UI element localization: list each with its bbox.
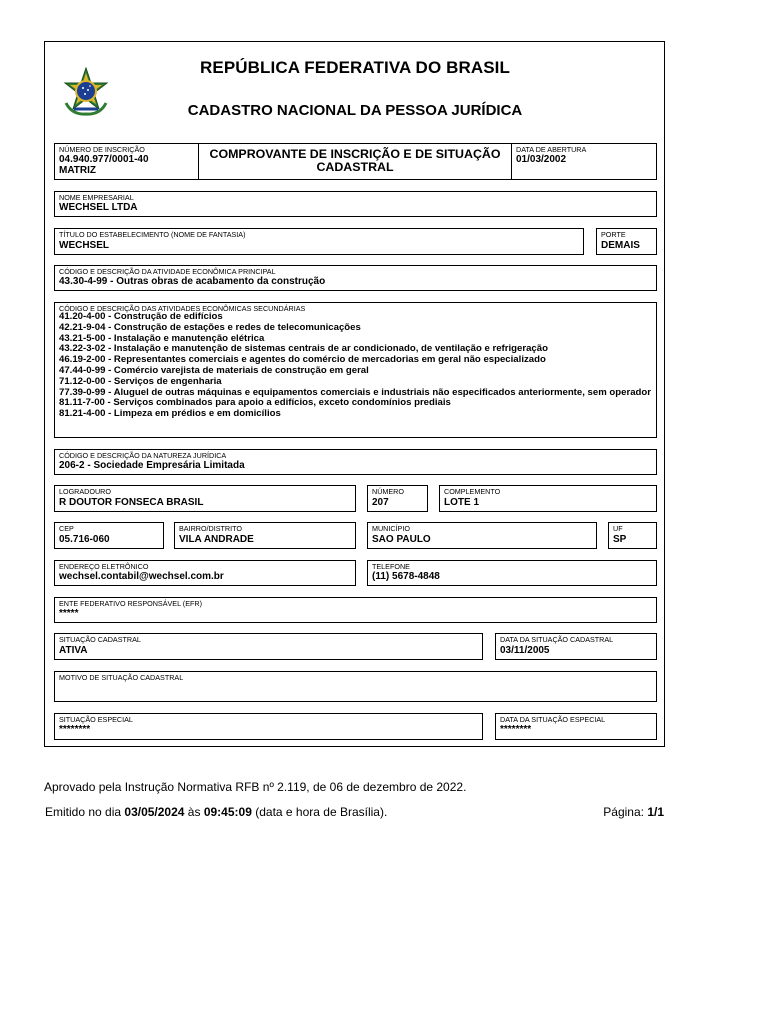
- header-title: REPÚBLICA FEDERATIVA DO BRASIL: [200, 58, 510, 77]
- data-situacao-value: 03/11/2005: [500, 645, 550, 656]
- list-item: 46.19-2-00 - Representantes comerciais e agentes do comércio de mercadorias em geral não especializado: [59, 354, 546, 366]
- porte-value: DEMAIS: [601, 240, 640, 251]
- nome-empresarial-box: [54, 191, 657, 217]
- bairro-box: [174, 522, 356, 549]
- bairro-value: VILA ANDRADE: [179, 534, 254, 545]
- emitted-prefix: Emitido no dia: [45, 805, 122, 819]
- email-label: ENDEREÇO ELETRÔNICO: [59, 562, 149, 571]
- cep-value: 05.716-060: [59, 534, 110, 545]
- telefone-box: [367, 560, 657, 586]
- atividades-secundarias-list: [59, 312, 652, 420]
- motivo-label: MOTIVO DE SITUAÇÃO CADASTRAL: [59, 673, 184, 682]
- situacao-label: SITUAÇÃO CADASTRAL: [59, 635, 141, 644]
- situacao-especial-box: [54, 713, 483, 740]
- logradouro-label: LOGRADOURO: [59, 487, 111, 496]
- complemento-value: LOTE 1: [444, 497, 480, 508]
- data-situacao-especial-label: DATA DA SITUAÇÃO ESPECIAL: [500, 715, 606, 724]
- data-situacao-especial-value: ********: [500, 724, 532, 735]
- telefone-label: TELEFONE: [372, 562, 410, 571]
- emitted-mid: às: [187, 805, 201, 819]
- porte-box: [596, 228, 657, 255]
- list-item: 43.21-5-00 - Instalação e manutenção elétrica: [59, 332, 265, 344]
- inscricao-number: 04.940.977/0001-40: [59, 154, 149, 165]
- fantasia-value: WECHSEL: [59, 240, 109, 251]
- list-item: 47.44-0-99 - Comércio varejista de materiais de construção em geral: [59, 364, 369, 376]
- municipio-value: SAO PAULO: [372, 534, 431, 545]
- header-subtitle: CADASTRO NACIONAL DA PESSOA JURÍDICA: [187, 102, 523, 119]
- data-situacao-box: [495, 633, 657, 660]
- abertura-box: [511, 143, 657, 180]
- atividade-principal-label: CÓDIGO E DESCRIÇÃO DA ATIVIDADE ECONÔMICA PRINCIPAL: [59, 267, 276, 276]
- cep-box: [54, 522, 164, 549]
- atividade-principal-box: [54, 265, 657, 291]
- fantasia-label: TÍTULO DO ESTABELECIMENTO (NOME DE FANTASIA): [59, 230, 246, 239]
- numero-value: 207: [372, 497, 389, 508]
- atividades-secundarias-box: [54, 302, 657, 438]
- situacao-box: [54, 633, 483, 660]
- emitted-text: [45, 805, 387, 819]
- atividades-secundarias-label: CÓDIGO E DESCRIÇÃO DAS ATIVIDADES ECONÔMICAS SECUNDÁRIAS: [59, 304, 306, 313]
- logradouro-value: R DOUTOR FONSECA BRASIL: [59, 497, 204, 508]
- situacao-especial-value: ********: [59, 724, 91, 735]
- page-label: Página:: [603, 805, 644, 819]
- situacao-value: ATIVA: [59, 645, 88, 656]
- uf-box: [608, 522, 657, 549]
- bairro-label: BAIRRO/DISTRITO: [179, 524, 242, 533]
- natureza-juridica-box: [54, 449, 657, 475]
- uf-value: SP: [613, 534, 627, 545]
- uf-label: UF: [613, 524, 623, 533]
- complemento-label: COMPLEMENTO: [444, 487, 501, 496]
- situacao-especial-label: SITUAÇÃO ESPECIAL: [59, 715, 133, 724]
- list-item: 42.21-9-04 - Construção de estações e redes de telecomunicações: [59, 321, 361, 333]
- list-item: 81.11-7-00 - Serviços combinados para apoio a edifícios, exceto condomínios prediais: [59, 397, 451, 409]
- numero-label: NÚMERO: [372, 487, 404, 496]
- inscricao-type: MATRIZ: [59, 165, 97, 176]
- natureza-juridica-value: 206-2 - Sociedade Empresária Limitada: [59, 460, 245, 471]
- data-situacao-especial-box: [495, 713, 657, 740]
- efr-value: *****: [59, 608, 79, 619]
- nome-empresarial-label: NOME EMPRESARIAL: [59, 193, 134, 202]
- list-item: 41.20-4-00 - Construção de edifícios: [59, 311, 223, 322]
- list-item: 77.39-0-99 - Aluguel de outras máquinas e equipamentos comerciais e industriais não especificados anteriormente, sem operador: [59, 386, 651, 398]
- natureza-juridica-label: CÓDIGO E DESCRIÇÃO DA NATUREZA JURÍDICA: [59, 451, 227, 460]
- coat-of-arms-icon: [60, 67, 112, 119]
- data-situacao-label: DATA DA SITUAÇÃO CADASTRAL: [500, 635, 614, 644]
- efr-box: [54, 597, 657, 623]
- cep-label: CEP: [59, 524, 74, 533]
- municipio-label: MUNICÍPIO: [372, 524, 410, 533]
- nome-empresarial-value: WECHSEL LTDA: [59, 202, 138, 213]
- approval-text: Aprovado pela Instrução Normativa RFB nº 2.119, de 06 de dezembro de 2022.: [44, 780, 467, 794]
- emitted-suffix: (data e hora de Brasília).: [255, 805, 388, 819]
- logradouro-box: [54, 485, 356, 512]
- motivo-box: [54, 671, 657, 702]
- comprovante-box: [198, 143, 512, 180]
- page-value: 1/1: [647, 805, 664, 819]
- atividade-principal-value: 43.30-4-99 - Outras obras de acabamento da construção: [59, 276, 326, 287]
- email-box: [54, 560, 356, 586]
- list-item: 81.21-4-00 - Limpeza em prédios e em domicílios: [59, 408, 281, 420]
- comprovante-title: COMPROVANTE DE INSCRIÇÃO E DE SITUAÇÃO CADASTRAL: [209, 147, 501, 174]
- fantasia-box: [54, 228, 584, 255]
- numero-box: [367, 485, 428, 512]
- abertura-label: DATA DE ABERTURA: [516, 145, 587, 154]
- emitted-date: 03/05/2024: [124, 805, 185, 819]
- page-indicator: [603, 805, 664, 819]
- abertura-value: 01/03/2002: [516, 154, 567, 165]
- municipio-box: [367, 522, 597, 549]
- email-value: wechsel.contabil@wechsel.com.br: [59, 571, 224, 582]
- porte-label: PORTE: [601, 230, 626, 239]
- list-item: 43.22-3-02 - Instalação e manutenção de sistemas centrais de ar condicionado, de ventilação e refrigeração: [59, 343, 548, 355]
- inscricao-label: NÚMERO DE INSCRIÇÃO: [59, 145, 145, 154]
- inscricao-box: [54, 143, 199, 180]
- emitted-time: 09:45:09: [203, 805, 252, 819]
- list-item: 71.12-0-00 - Serviços de engenharia: [59, 375, 222, 387]
- telefone-value: (11) 5678-4848: [372, 571, 440, 582]
- complemento-box: [439, 485, 657, 512]
- efr-label: ENTE FEDERATIVO RESPONSÁVEL (EFR): [59, 599, 202, 608]
